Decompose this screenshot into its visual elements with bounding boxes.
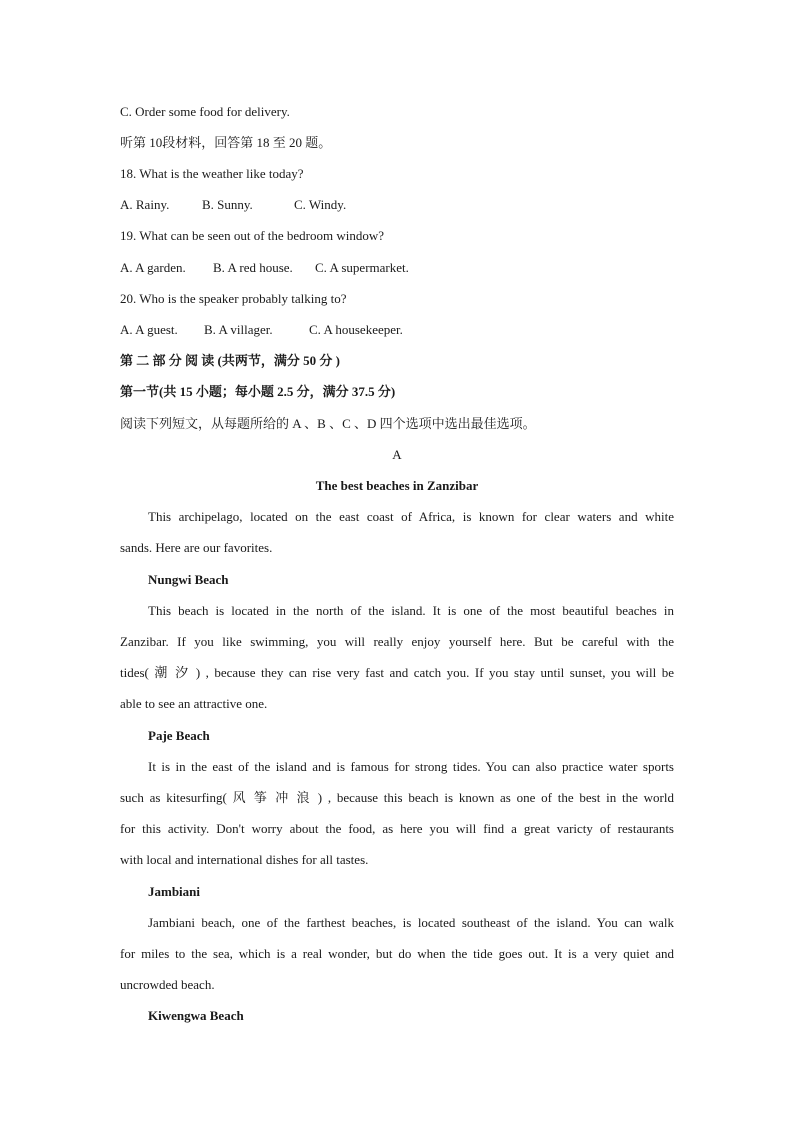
paragraph-line: for miles to the sea, which is a real wonder, but do when the tide goes out. It is a very quiet and <box>120 946 674 961</box>
q20-option-a: A. A guest. <box>120 322 178 337</box>
intro-line: sands. Here are our favorites. <box>120 540 273 555</box>
q18-option-a: A. Rainy. <box>120 197 170 212</box>
part2-heading: 第 二 部 分 阅 读 (共两节，满分 50 分 ) <box>120 353 340 368</box>
section10-instruction: 听第 10段材料，回答第 18 至 20 题。 <box>120 135 332 150</box>
paragraph-line: uncrowded beach. <box>120 977 215 992</box>
passage-title: The best beaches in Zanzibar <box>315 478 479 493</box>
q19-option-c: C. A supermarket. <box>315 260 409 275</box>
q19-options <box>120 260 674 276</box>
q20-stem: 20. Who is the speaker probably talking to? <box>120 291 347 306</box>
q20-option-c: C. A housekeeper. <box>309 322 403 337</box>
paragraph-line: This beach is located in the north of the island. It is one of the most beautiful beaches in <box>148 603 674 618</box>
paragraph-line: It is in the east of the island and is famous for strong tides. You can also practice water sports <box>148 759 674 774</box>
paragraph-line: Zanzibar. If you like swimming, you will really enjoy yourself here. But be careful with the <box>120 634 674 649</box>
beach-heading-kiwengwa: Kiwengwa Beach <box>148 1008 244 1023</box>
q18-stem: 18. What is the weather like today? <box>120 166 304 181</box>
intro-line: This archipelago, located on the east coast of Africa, is known for clear waters and white <box>148 509 674 524</box>
paragraph-line: Jambiani beach, one of the farthest beaches, is located southeast of the island. You can walk <box>148 915 674 930</box>
q18-options <box>120 197 674 213</box>
paragraph-line: with local and international dishes for all tastes. <box>120 852 369 867</box>
q19-stem: 19. What can be seen out of the bedroom window? <box>120 228 385 243</box>
reading-instruction: 阅读下列短文，从每题所给的 A 、B 、C 、D 四个选项中选出最佳选项。 <box>120 416 536 431</box>
q17-option-c: C. Order some food for delivery. <box>120 104 290 119</box>
paragraph-line: able to see an attractive one. <box>120 696 268 711</box>
q19-option-a: A. A garden. <box>120 260 186 275</box>
section1-heading: 第一节(共 15 小题；每小题 2.5 分，满分 37.5 分) <box>120 384 396 399</box>
q18-option-c: C. Windy. <box>294 197 347 212</box>
beach-heading-nungwi: Nungwi Beach <box>148 572 229 587</box>
beach-heading-paje: Paje Beach <box>148 728 210 743</box>
paragraph-line: for this activity. Don't worry about the food, as here you will find a great varicty of restaurants <box>120 821 674 836</box>
paragraph-line: such as kitesurfing( 风 筝 冲 浪 ) , because this beach is known as one of the best in the world <box>120 790 674 805</box>
passage-letter: A <box>392 447 402 462</box>
q20-options <box>120 322 674 338</box>
q18-option-b: B. Sunny. <box>202 197 253 212</box>
beach-heading-jambiani: Jambiani <box>148 884 201 899</box>
q19-option-b: B. A red house. <box>213 260 293 275</box>
q20-option-b: B. A villager. <box>204 322 273 337</box>
paragraph-line: tides( 潮 汐 ) , because they can rise very fast and catch you. If you stay until sunset, you will be <box>120 665 674 680</box>
